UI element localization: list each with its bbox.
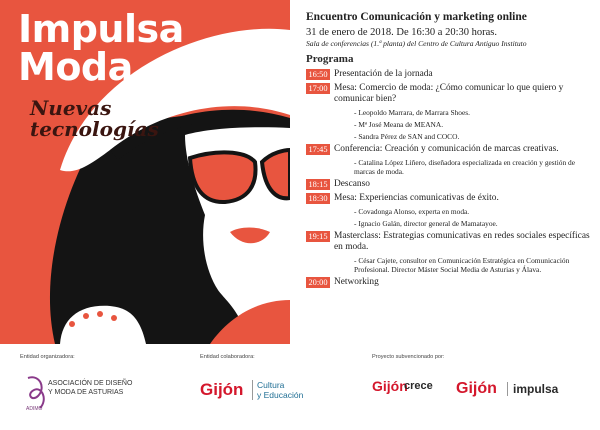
program-item (306, 83, 596, 105)
funded-label: Proyecto subvencionado por: (372, 354, 445, 360)
organizer-label: Entidad organizadora: (20, 354, 75, 360)
program-list (306, 69, 596, 288)
program-time-badge: 20:00 (306, 277, 330, 288)
speaker-list (352, 256, 596, 274)
speaker-item: - Covadonga Alonso, experta en moda. (352, 207, 596, 216)
event-venue: Sala de conferencias (1.ª planta) del Centro de Cultura Antiguo Instituto (306, 39, 527, 48)
program-time-badge: 17:00 (306, 83, 330, 94)
brand-title (18, 7, 184, 89)
event-title: Encuentro Comunicación y marketing online (306, 11, 527, 23)
program-time-badge: 18:30 (306, 193, 330, 204)
speaker-item: - Mª José Meana de MEANA. (352, 120, 596, 129)
subtitle-line-1: Nuevas (30, 96, 112, 120)
subtitle-line-2: tecnologías (30, 117, 159, 141)
cultura-educacion-text (252, 380, 303, 400)
program-time-badge: 16:50 (306, 69, 330, 80)
speaker-item: - Sandra Pérez de SAN and COCO. (352, 132, 596, 141)
program-heading: Programa (306, 53, 354, 65)
brand-line-2: Moda (18, 45, 133, 89)
crece-word: crece (404, 380, 433, 392)
speaker-item: - César Cajete, consultor en Comunicación Estratégica en Comunicación Profesional. Director Máster Social Media de Asturias y Álava. (352, 256, 596, 274)
program-item-text: Presentación de la jornada (334, 69, 433, 79)
cultura-line-1: Cultura (257, 380, 285, 390)
program-panel (306, 10, 596, 288)
poster-subtitle (30, 98, 159, 140)
speaker-item: - Catalina López Liñero, diseñadora especializada en creación y gestión de marcas de moda. (352, 158, 596, 176)
nail-3 (97, 311, 103, 317)
program-time-badge: 18:15 (306, 179, 330, 190)
program-item-text: Mesa: Experiencias comunicativas de éxito. (334, 193, 499, 203)
program-item-text: Masterclass: Estrategias comunicativas en redes sociales específicas en moda. (334, 231, 590, 252)
program-item (306, 231, 596, 253)
sunglasses-left-lens (190, 152, 256, 202)
event-date: 31 de enero de 2018. De 16:30 a 20:30 horas. (306, 27, 497, 38)
gijon-cultura-logo: Gijón (200, 380, 244, 399)
nail-4 (111, 315, 117, 321)
program-item-text: Networking (334, 277, 379, 287)
program-time-badge: 17:45 (306, 144, 330, 155)
adimo-line-1: ASOCIACIÓN DE DISEÑO (48, 380, 133, 387)
program-item-text: Descanso (334, 179, 370, 189)
program-item (306, 69, 596, 80)
impulsa-word: impulsa (507, 382, 558, 396)
program-item-text: Conferencia: Creación y comunicación de marcas creativas. (334, 144, 559, 154)
speaker-item: - Ignacio Galán, director general de Mamatayoe. (352, 219, 596, 228)
program-item (306, 144, 596, 155)
program-item (306, 193, 596, 204)
adimo-abbreviation: ADIMO (26, 406, 43, 412)
collaborator-label: Entidad colaboradora: (200, 354, 255, 360)
brand-line-1: Impulsa (18, 7, 184, 51)
speaker-list (352, 207, 596, 228)
nail-1 (69, 321, 75, 327)
adimo-name (48, 380, 132, 397)
poster-image (0, 0, 290, 344)
adimo-line-2: Y MODA DE ASTURIAS (48, 388, 124, 396)
speaker-list (352, 108, 596, 141)
program-item (306, 277, 596, 288)
program-time-badge: 19:15 (306, 231, 330, 242)
program-item-text: Mesa: Comercio de moda: ¿Cómo comunicar lo que quiero y comunicar bien? (334, 83, 564, 104)
cultura-line-2: y Educación (257, 390, 304, 400)
gijon-crece-logo: Gijón (372, 378, 408, 394)
program-item (306, 179, 596, 190)
speaker-item: - Leopoldo Marrara, de Marrara Shoes. (352, 108, 596, 117)
nail-2 (83, 313, 89, 319)
speaker-list (352, 158, 596, 176)
gijon-impulsa-logo: Gijón (456, 380, 497, 397)
sponsor-footer (0, 344, 600, 430)
